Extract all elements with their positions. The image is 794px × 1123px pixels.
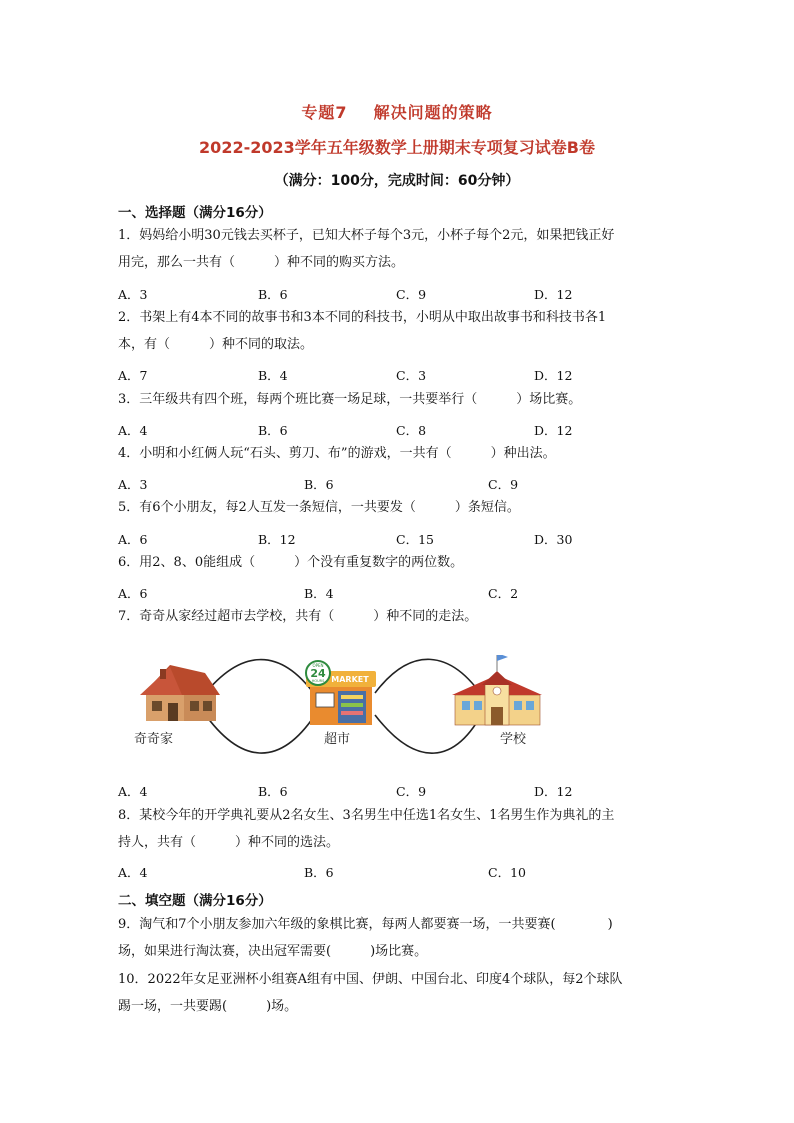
option-a[interactable]: A．3 [118,477,148,492]
option-d[interactable]: D．12 [534,423,573,438]
options-q7 [118,782,678,802]
option-a[interactable]: A．6 [118,532,148,547]
question-text-line: 3．三年级共有四个班，每两个班比赛一场足球，一共要举行（ ）场比赛。 [118,392,582,407]
option-c[interactable]: C．9 [396,784,427,799]
question-text-line: 8．某校今年的开学典礼要从2名女生、3名男生中任选1名女生、1名男生作为典礼的主 [118,808,615,823]
option-a[interactable]: A．3 [118,287,148,302]
question-10 [118,966,678,1020]
option-a[interactable]: A．6 [118,586,148,601]
market-sign-text: MARKET [331,675,369,684]
option-b[interactable]: B．12 [258,532,296,547]
option-b[interactable]: B．6 [258,784,288,799]
question-text-line: 9．淘气和7个小朋友参加六年级的象棋比赛，每两人都要赛一场，一共要赛( ) [118,917,613,932]
options-q5 [118,530,678,550]
question-text-line: 10．2022年女足亚洲杯小组赛A组有中国、伊朗、中国台北、印度4个球队，每2个球队 [118,972,623,987]
options-q3 [118,421,678,441]
option-b[interactable]: B．6 [258,287,288,302]
options-q2 [118,366,678,386]
house-icon [140,665,220,721]
route-diagram [130,655,560,755]
option-d[interactable]: D．12 [534,784,573,799]
question-7 [118,603,678,630]
question-text-line: 持人，共有（ ）种不同的选法。 [118,835,340,850]
market-icon [306,661,376,725]
school-label: 学校 [500,732,527,747]
option-b[interactable]: B．4 [258,368,288,383]
page-title [0,100,794,123]
market-sign-number: 24 [310,667,326,680]
question-text-line: 本，有（ ）种不同的取法。 [118,337,314,352]
options-q8 [118,863,678,883]
option-b[interactable]: B．6 [304,477,334,492]
question-text-line: 7．奇奇从家经过超市去学校，共有（ ）种不同的走法。 [118,609,478,624]
market-sign-open: OPEN [312,663,324,668]
question-text-line: 6．用2、8、0能组成（ ）个没有重复数字的两位数。 [118,555,464,570]
school-icon [452,655,542,725]
question-text-line: 2．书架上有4本不同的故事书和3本不同的科技书，小明从中取出故事书和科技书各1 [118,310,607,325]
exam-subtitle: 2022-2023学年五年级数学上册期末专项复习试卷B卷 [199,138,595,157]
exam-info: （满分：100分，完成时间：60分钟） [274,173,520,189]
title-topic: 专题7 [301,103,348,122]
option-c[interactable]: C．8 [396,423,427,438]
section-choice-heading: 一、选择题（满分16分） [118,205,272,221]
option-a[interactable]: A．7 [118,368,148,383]
question-text-line: 场，如果进行淘汰赛，决出冠军需要( )场比赛。 [118,944,428,959]
question-4 [118,440,678,467]
option-a[interactable]: A．4 [118,784,148,799]
road-home-market-bottom [200,707,315,753]
question-text-line: 5．有6个小朋友，每2人互发一条短信，一共要发（ ）条短信。 [118,500,520,515]
options-q4 [118,475,678,495]
question-9 [118,911,678,965]
question-6 [118,549,678,576]
options-q6 [118,584,678,604]
market-sign-hours: HOURS [311,679,325,683]
question-text-line: 用完，那么一共有（ ）种不同的购买方法。 [118,255,405,270]
section-fill-heading: 二、填空题（满分16分） [118,893,272,909]
option-b[interactable]: B．4 [304,586,334,601]
market-label: 超市 [324,732,351,747]
question-text-line: 1．妈妈给小明30元钱去买杯子，已知大杯子每个3元，小杯子每个2元，如果把钱正好 [118,228,615,243]
option-b[interactable]: B．6 [258,423,288,438]
option-c[interactable]: C．15 [396,532,434,547]
option-c[interactable]: C．3 [396,368,427,383]
options-q1 [118,285,678,305]
question-5 [118,494,678,521]
option-d[interactable]: D．30 [534,532,573,547]
question-2 [118,304,678,358]
option-d[interactable]: D．12 [534,368,573,383]
question-8 [118,802,678,856]
option-b[interactable]: B．6 [304,865,334,880]
question-1 [118,222,678,276]
option-c[interactable]: C．2 [488,586,519,601]
option-a[interactable]: A．4 [118,865,148,880]
question-text-line: 4．小明和小红俩人玩“石头、剪刀、布”的游戏，一共有（ ）种出法。 [118,446,556,461]
option-c[interactable]: C．10 [488,865,526,880]
question-3 [118,386,678,413]
option-d[interactable]: D．12 [534,287,573,302]
option-c[interactable]: C．9 [396,287,427,302]
home-label: 奇奇家 [134,732,174,747]
option-c[interactable]: C．9 [488,477,519,492]
question-text-line: 踢一场，一共要踢( )场。 [118,999,298,1014]
option-a[interactable]: A．4 [118,423,148,438]
title-theme: 解决问题的策略 [373,103,493,122]
